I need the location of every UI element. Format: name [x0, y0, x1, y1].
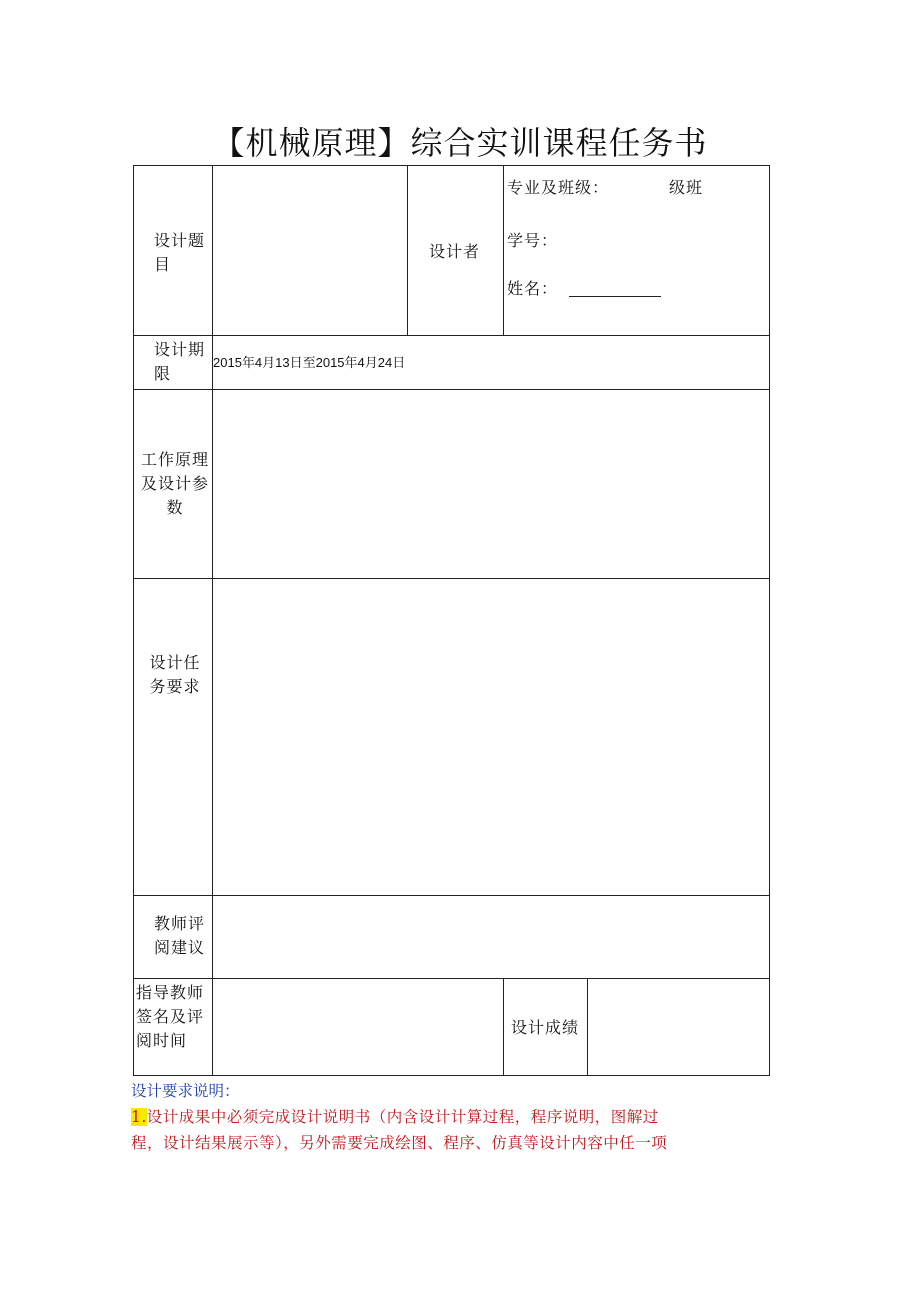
designer-info-cell — [503, 165, 770, 336]
designer-label: 设计者 — [429, 242, 481, 261]
student-id-label: 学号： — [507, 231, 559, 250]
name-input-line[interactable] — [569, 296, 661, 297]
topic-label: 设计题 目 — [154, 231, 206, 274]
notes-item-1-cont: 程，设计结果展示等），另外需要完成绘图、程序、仿真等设计内容中任一项 — [131, 1134, 668, 1152]
design-requirements-notes — [131, 1078, 791, 1156]
task-input[interactable] — [212, 578, 770, 896]
notes-item-number: 1. — [131, 1108, 147, 1126]
class-suffix: 级班 — [669, 178, 704, 197]
score-input[interactable] — [587, 978, 770, 1076]
instructor-label: 指导教师 签名及评 阅时间 — [136, 983, 205, 1050]
page-title: 【机械原理】综合实训课程任务书 — [212, 124, 708, 162]
score-label-cell — [503, 978, 588, 1076]
period-value: 2015年4月13日至2015年4月24日 — [213, 355, 406, 370]
notes-heading: 设计要求说明： — [131, 1082, 240, 1100]
major-class-label: 专业及班级： — [507, 178, 610, 197]
instructor-signature-input[interactable] — [212, 978, 504, 1076]
topic-label-cell — [133, 165, 213, 336]
task-label-cell — [133, 578, 213, 896]
task-label: 设计任 务要求 — [149, 653, 201, 696]
review-label: 教师评 阅建议 — [154, 914, 206, 957]
designer-label-cell — [407, 165, 504, 336]
task-form-table — [133, 165, 770, 1076]
name-label: 姓名： — [507, 279, 559, 298]
score-label: 设计成绩 — [511, 1018, 580, 1037]
principle-label-cell — [133, 389, 213, 579]
notes-item-1 — [131, 1104, 791, 1130]
period-label-cell — [133, 335, 213, 390]
principle-input[interactable] — [212, 389, 770, 579]
notes-item-line1: 设计成果中必须完成设计说明书（内含设计计算过程，程序说明，图解过 — [146, 1108, 659, 1126]
review-label-cell — [133, 895, 213, 979]
period-label: 设计期 限 — [154, 340, 206, 383]
period-value-cell[interactable] — [212, 335, 770, 390]
principle-label: 工作原理 及设计参 数 — [140, 450, 209, 517]
review-input[interactable] — [212, 895, 770, 979]
instructor-label-cell — [133, 978, 213, 1076]
topic-input[interactable] — [212, 165, 408, 336]
